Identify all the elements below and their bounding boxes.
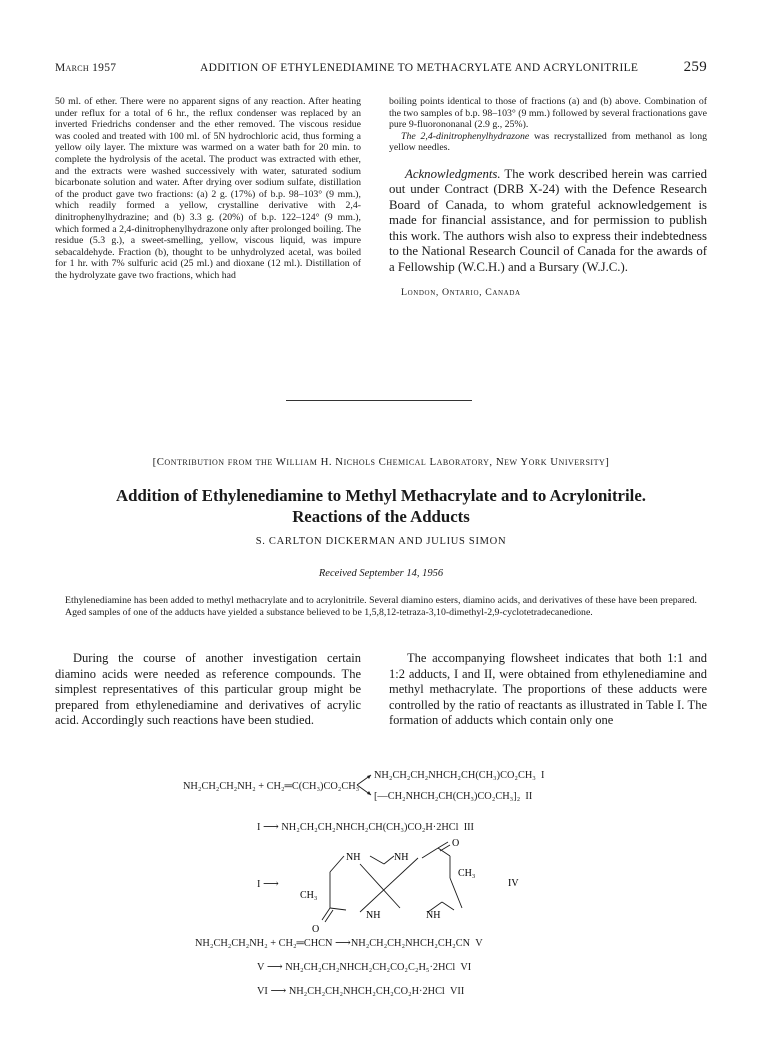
- paper-title-line1: Addition of Ethylenediamine to Methyl Methacrylate and to Acrylonitrile.: [116, 486, 646, 505]
- previous-paper-left-column: [55, 96, 361, 282]
- hydrazone-text: was recrystallized from methanol as long yellow needles.: [389, 130, 707, 154]
- ring-CH3-left: CH₃: [300, 890, 318, 901]
- ack-text: The work described herein was carried out under Contract (DRB X-24) with the Defence Research Board of Canada, to whom grateful acknowledgement is made for financial assistance, and for permission to publish this work. The authors wish also to express their indebtedness to the National Research Council of Canada for the awards of a Fellowship (W.C.H.) and a Bursary (W.J.C.).: [389, 166, 707, 274]
- step-VII-from: VI: [257, 986, 268, 997]
- header-date: March 1957: [55, 62, 117, 74]
- ring-CH3-right: CH₃: [458, 868, 476, 879]
- step-VII: [257, 984, 464, 997]
- label-VI: VI: [460, 962, 472, 973]
- previous-paper-right-column: [389, 96, 707, 299]
- label-VII: VII: [449, 986, 465, 997]
- step-VI-from: V: [257, 962, 265, 973]
- step-IV-from: I: [257, 879, 261, 890]
- cyclic-compound-IV-structure: [300, 838, 520, 934]
- arrow-icon: ⟶: [263, 878, 279, 890]
- page-number: 259: [683, 59, 707, 75]
- label-IV: IV: [508, 878, 519, 889]
- authors: S. CARLTON DICKERMAN AND JULIUS SIMON: [255, 536, 507, 547]
- hydrazone-italic: The 2,4-dinitrophenylhydrazone: [401, 130, 530, 142]
- received-date: Received September 14, 1956: [318, 568, 444, 579]
- experimental-paragraph-continued: boiling points identical to those of fractions (a) and (b) above. Combination of the two samples of b.p. 98–103° (9 mm.) followed by several fractionations gave pure 9-fluorononanal (2.9 g., 25%).: [389, 96, 707, 131]
- ring-O-top: O: [452, 838, 460, 849]
- step-III-from: I: [257, 822, 261, 833]
- product-III-formula: NH₂CH₂CH₂NHCH₂CH(CH₃)CO₂H·2HCl: [281, 822, 459, 833]
- arrow-icon: ⟶: [335, 937, 351, 949]
- ring-O-bottom: O: [312, 924, 320, 934]
- product-I-formula: NH₂CH₂CH₂NHCH₂CH(CH₃)CO₂CH₃: [374, 770, 536, 781]
- header-running-title: ADDITION OF ETHYLENEDIAMINE TO METHACRYLATE AND ACRYLONITRILE: [200, 62, 639, 74]
- contribution-line: [Contribution from the William H. Nichols Chemical Laboratory, New York University]: [152, 456, 610, 468]
- product-I: [374, 770, 544, 781]
- reactant-V: NH₂CH₂CH₂NH₂ + CH₂═CHCN: [195, 938, 333, 949]
- branch-arrows: [355, 772, 375, 798]
- step-V: [195, 936, 483, 949]
- product-II: [374, 791, 532, 802]
- paper-title: [55, 485, 707, 527]
- arrow-icon: ⟶: [266, 961, 283, 973]
- author-location: London, Ontario, Canada: [401, 287, 521, 299]
- body-left-paragraph: During the course of another investigation certain diamino acids were needed as reference compounds. The simplest representatives of this particular group might be prepared from ethylenediamine and derivatives of acrylic acid. Accordingly such reactions have been studied.: [55, 651, 361, 728]
- ring-NH-top-left: NH: [346, 852, 361, 863]
- separator-rule: [286, 400, 472, 401]
- running-header: [55, 59, 707, 82]
- label-III: III: [463, 822, 474, 833]
- product-V-formula: NH₂CH₂CH₂NHCH₂CH₂CN: [350, 938, 471, 949]
- abstract: Ethylenediamine has been added to methyl methacrylate and to acrylonitrile. Several diamino esters, diamino acids, and derivatives of these have been prepared. Aged samples of one of the adducts have yielded a substance believed to be 1,5,8,12-tetraza-3,10-dimethyl-2,9-cyclotetradecanedione.: [65, 595, 697, 618]
- arrow-icon: ⟶: [263, 821, 279, 833]
- product-VI-formula: NH₂CH₂CH₂NHCH₂CH₂CO₂C₂H₅·2HCl: [285, 962, 456, 973]
- label-V: V: [475, 938, 483, 949]
- step-III: [257, 820, 474, 833]
- scheme-reactant-1: NH₂CH₂CH₂NH₂ + CH₂═C(CH₃)CO₂CH₃: [183, 781, 360, 792]
- ring-NH-bottom-left: NH: [366, 910, 381, 921]
- product-II-formula: [—CH₂NHCH₂CH(CH₃)CO₂CH₃]₂: [374, 791, 521, 802]
- product-VII-formula: NH₂CH₂CH₂NHCH₂CH₂CO₂H·2HCl: [288, 986, 445, 997]
- paper-title-line2: Reactions of the Adducts: [292, 507, 470, 526]
- ack-heading: Acknowledgments.: [405, 166, 501, 181]
- hydrazone-paragraph: [389, 131, 707, 154]
- arrow-icon: ⟶: [270, 985, 287, 997]
- step-VI: [257, 960, 471, 973]
- step-IV: [257, 877, 279, 890]
- body-right-paragraph: The accompanying flowsheet indicates that both 1:1 and 1:2 adducts, I and II, were obtained from ethylenediamine and methyl methacrylate. The proportions of these adducts were controlled by the ratio of reactants as illustrated in Table I. The formation of adducts which contain only one: [389, 651, 707, 728]
- label-II: II: [525, 791, 533, 802]
- ring-NH-top-right: NH: [394, 852, 409, 863]
- experimental-paragraph: 50 ml. of ether. There were no apparent signs of any reaction. After heating under reflux for a total of 6 hr., the reflux condenser was replaced by an inverted Friedrichs condenser and the ether removed. The viscous residue was cooled and treated with 100 ml. of 5N hydrochloric acid, thus forming a yellow oily layer. The mixture was warmed on a water bath for 20 min. to complete the hydrolysis of the acetal. The product was extracted with ether, and the extracts were washed successively with water, saturated sodium bicarbonate solution and water. After drying over sodium sulfate, distillation of the product gave two fractions: (a) 2 g. (17%) of b.p. 98–103° (9 mm.), which readily formed a yellow, crystalline derivative with 2,4-dinitrophenylhydrazine; and (b) 3.3 g. (20%) of b.p. 122–124° (9 mm.), which formed a 2,4-dinitrophenylhydrazone only after prolonged boiling. The residue (5.3 g.), a sweet-smelling, yellow, viscous liquid, was impure sebacaldehyde. Fraction (b), thought to be unhydrolyzed acetal, was boiled for 1 hr. with 7% sulfuric acid (25 ml.) and dioxane (12 ml.). Distillation of the hydrolyzate gave two fractions, which had: [55, 96, 361, 281]
- ring-NH-bottom-right: NH: [426, 910, 441, 921]
- acknowledgments: [389, 167, 707, 276]
- label-I: I: [541, 770, 545, 781]
